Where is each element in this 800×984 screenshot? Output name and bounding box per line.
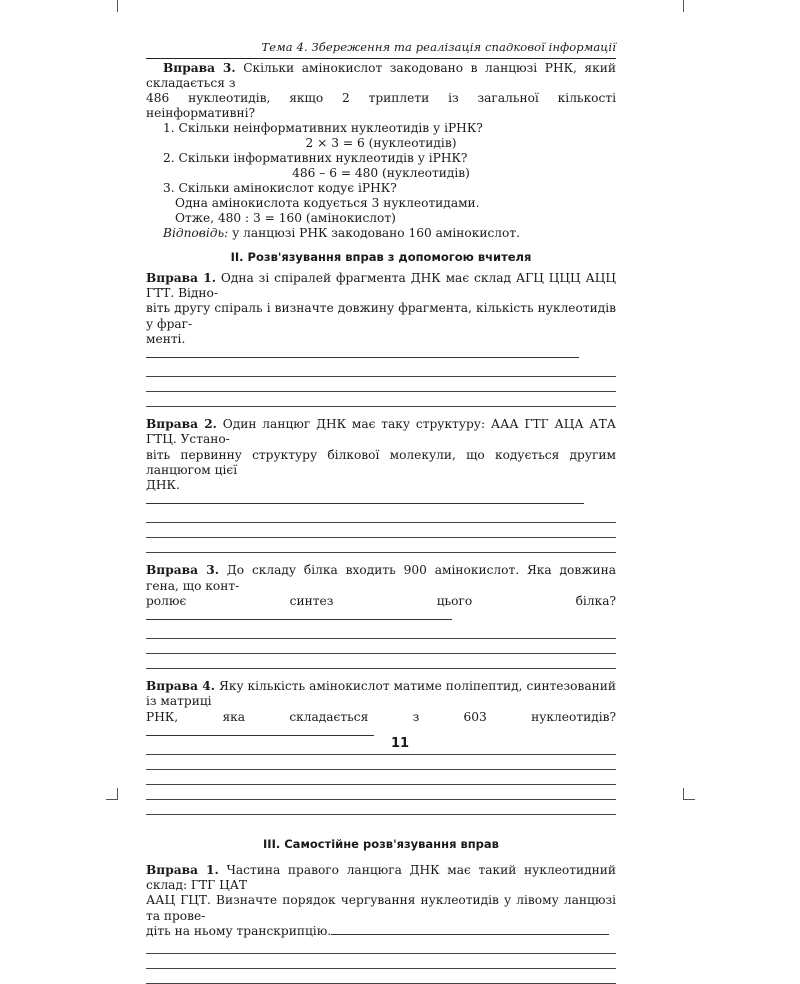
task-text: Вправа 2. Один ланцюг ДНК має таку структуру: ААА ГТГ АЦА АТА ГТЦ. Устано- [146, 417, 616, 447]
answer-line[interactable] [146, 784, 616, 785]
answer-line[interactable] [146, 391, 616, 392]
task-text-cont: віть первинну структуру білкової молекули, що кодується другим ланцюгом цієї [146, 447, 616, 477]
example-final-answer: Відповідь: у ланцюзі РНК закодовано 160 амінокислот. [163, 226, 520, 240]
task-text: Вправа 4. Яку кількість амінокислот матиме поліпептид, синтезований із матриці [146, 679, 617, 709]
answer-line[interactable] [146, 653, 616, 654]
answer-line[interactable] [146, 552, 616, 553]
task-block [146, 417, 616, 553]
answer-line[interactable] [146, 357, 579, 358]
answer-line[interactable] [146, 522, 616, 523]
crop-mark-top-left [117, 0, 118, 12]
answer-line[interactable] [146, 814, 616, 815]
example-question-2: 2. Скільки інформативних нуклеотидів у іРНК? [163, 151, 468, 165]
answer-line[interactable] [146, 769, 616, 770]
task-text-cont: ААЦ ГЦТ. Визначте порядок чергування нуклеотидів у лівому ланцюзі та прове- [146, 893, 616, 923]
example-3-statement: Вправа 3. Скільки амінокислот закодовано в ланцюзі РНК, який складається з [146, 61, 616, 90]
task-block [146, 863, 616, 984]
worksheet-page [146, 40, 616, 984]
example-answer-2: 486 – 6 = 480 (нуклеотидів) [292, 166, 470, 180]
task-text: Вправа 1. Одна зі спіралей фрагмента ДНК має склад АГЦ ЦЦЦ АЦЦ ГТТ. Відно- [146, 271, 616, 301]
page-number: 11 [390, 736, 410, 751]
task-text-cont: діть на ньому транскрипцію. [146, 924, 616, 939]
task-block [146, 271, 616, 407]
section-3-title: ІІІ. Самостійне розв'язування вправ [263, 837, 499, 852]
answer-line[interactable] [146, 537, 616, 538]
answer-line[interactable] [146, 503, 584, 504]
task-block [146, 563, 616, 669]
answer-line[interactable] [146, 406, 616, 407]
example-question-3: 3. Скільки амінокислот кодує іРНК? [163, 181, 397, 195]
answer-line[interactable] [146, 668, 616, 669]
task-text-cont: РНК, яка складається з 603 нуклеотидів? [146, 710, 616, 740]
task-text-cont: ролює синтез цього білка? [146, 594, 616, 624]
answer-line[interactable] [146, 619, 452, 620]
crop-mark-top-right [683, 0, 684, 12]
worked-example-3 [146, 61, 616, 241]
answer-line[interactable] [146, 953, 616, 954]
example-answer-3a: Одна амінокислота кодується 3 нуклеотидами. [175, 196, 480, 210]
task-text-cont: ДНК. [146, 478, 616, 508]
example-3-statement-cont: 486 нуклеотидів, якщо 2 триплети із загальної кількості неінформативні? [146, 91, 616, 120]
section-2-title: ІІ. Розв'язування вправ з допомогою вчителя [230, 250, 532, 264]
answer-line[interactable] [331, 934, 609, 935]
task-text: Вправа 1. Частина правого ланцюга ДНК має такий нуклеотидний склад: ГТГ ЦАТ [146, 863, 616, 893]
answer-line[interactable] [146, 754, 616, 755]
example-label: Вправа 3. [163, 61, 236, 75]
task-text-cont: менті. [146, 332, 616, 362]
running-header: Тема 4. Збереження та реалізація спадкової інформації [146, 40, 616, 59]
answer-line[interactable] [146, 638, 616, 639]
example-answer-3b: Отже, 480 : 3 = 160 (амінокислот) [175, 211, 396, 225]
answer-line[interactable] [146, 968, 616, 969]
task-text: Вправа 3. До складу білка входить 900 амінокислот. Яка довжина гена, що конт- [146, 563, 616, 593]
answer-line[interactable] [146, 376, 616, 377]
example-answer-1: 2 × 3 = 6 (нуклеотидів) [305, 136, 457, 150]
example-question-1: 1. Скільки неінформативних нуклеотидів у іРНК? [163, 121, 483, 135]
task-text-cont: віть другу спіраль і визначте довжину фрагмента, кількість нуклеотидів у фраг- [146, 301, 616, 331]
